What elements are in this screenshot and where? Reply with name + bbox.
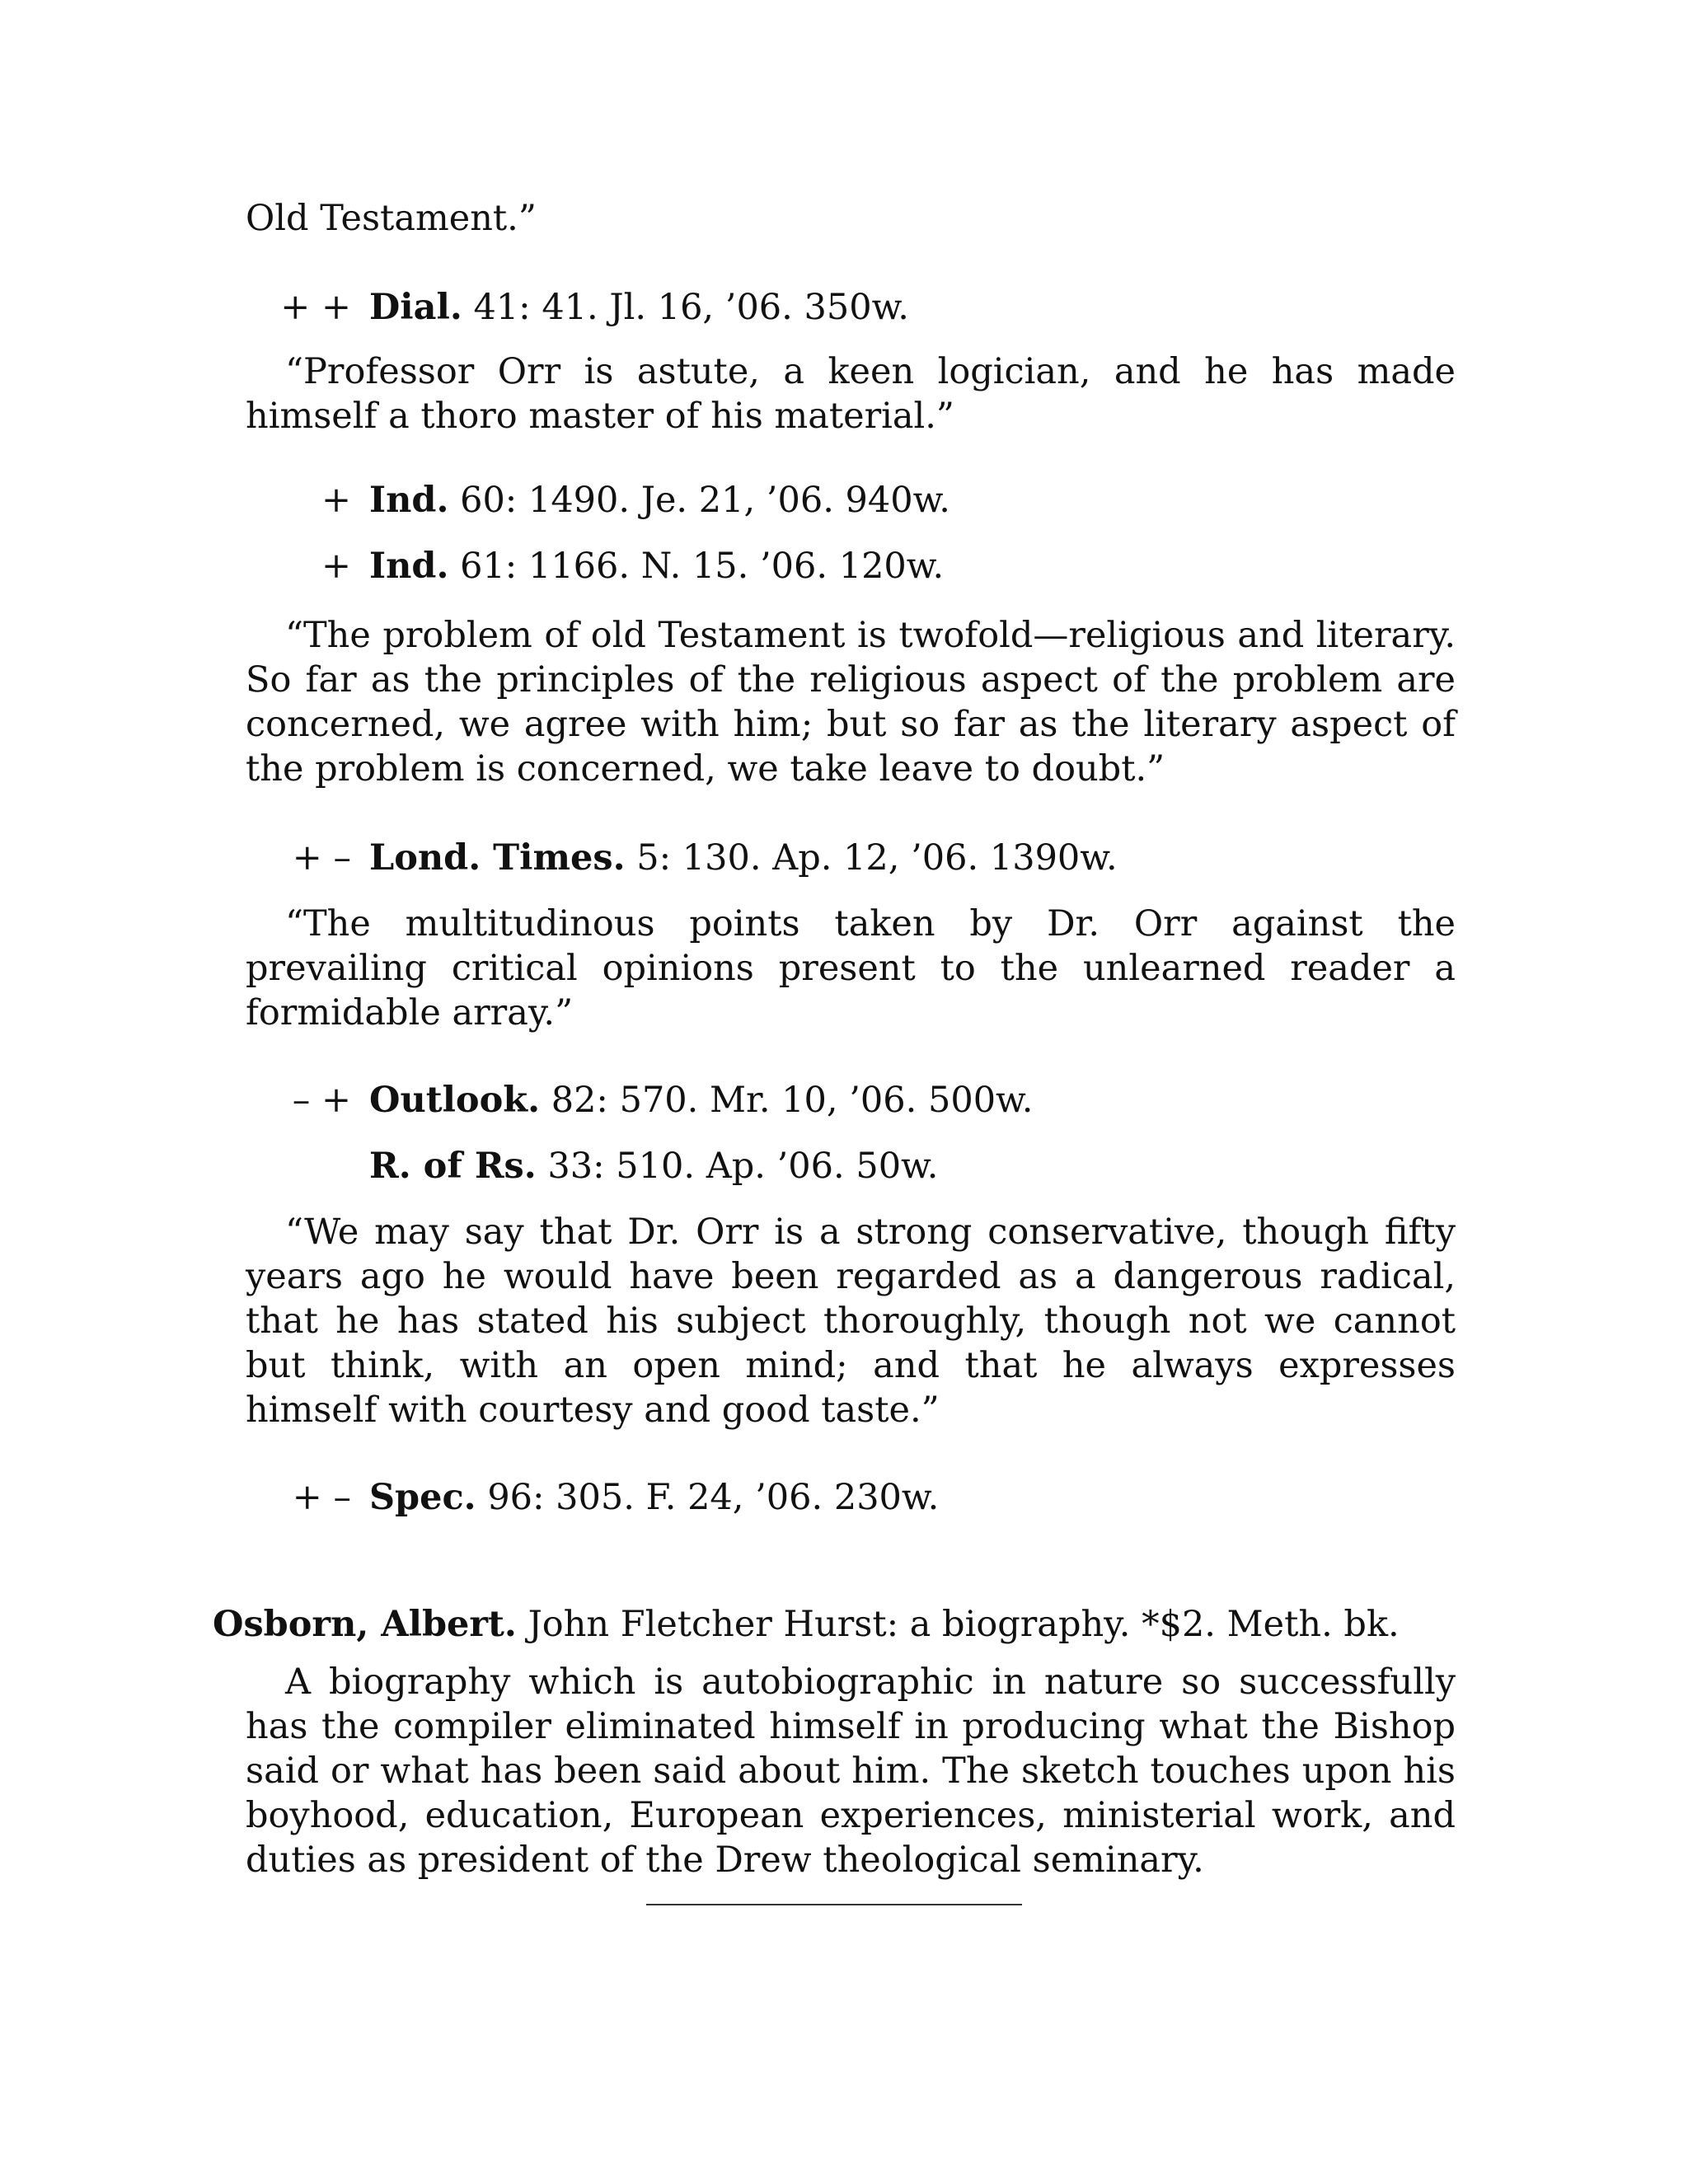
citation-marks: + — [321, 480, 351, 521]
citation-lond-times — [246, 836, 1118, 880]
citation-source: Spec. — [369, 1477, 476, 1518]
citation-ind-61 — [246, 544, 944, 588]
citation-source: Lond. Times. — [369, 837, 626, 879]
citation-source: R. of Rs. — [369, 1146, 537, 1187]
citation-ind-60 — [246, 478, 950, 523]
citation-marks: + – — [292, 837, 351, 879]
citation-r-of-rs — [246, 1144, 938, 1188]
citation-ref: 33: 510. Ap. ’06. 50w. — [547, 1146, 939, 1187]
citation-marks: + — [321, 546, 351, 587]
quote-multitudinous-points: “The multitudinous points taken by Dr. Orr against the prevailing critical opinions present to the unlearned reader a formidable array.” — [246, 903, 1456, 1033]
citation-dial — [246, 285, 909, 330]
quote-orr-logician: “Professor Orr is astute, a keen logician, and he has made himself a thoro master of his material.” — [246, 351, 1456, 437]
section-divider — [646, 1904, 1022, 1905]
citation-marks: + – — [292, 1477, 351, 1518]
citation-marks: – + — [292, 1080, 351, 1121]
quote-strong-conservative: “We may say that Dr. Orr is a strong conservative, though fifty years ago he would have been regarded as a dangerous radical, that he has stated his subject thoroughly, though not we cannot but think, with an open mind; and that he always expresses himself with courtesy and good taste.” — [246, 1212, 1456, 1431]
entry-author: Osborn, Albert. — [213, 1604, 517, 1645]
entry-description: A biography which is autobiographic in nature so successfully has the compiler eliminated himself in producing what the Bishop said or what has been said about him. The sketch touches upon his boyhood, education, European experiences, ministerial work, and duties as president of the Drew theological seminary. — [246, 1661, 1456, 1881]
entry-heading — [213, 1602, 1400, 1647]
citation-marks: + + — [280, 287, 351, 328]
citation-ref: 60: 1490. Je. 21, ’06. 940w. — [460, 480, 950, 521]
citation-source: Outlook. — [369, 1080, 541, 1121]
citation-outlook — [246, 1078, 1033, 1122]
continued-text: Old Testament.” — [246, 198, 537, 239]
citation-ref: 41: 41. Jl. 16, ’06. 350w. — [473, 287, 909, 328]
entry-title: John Fletcher Hurst: a biography. *$2. Meth. bk. — [528, 1604, 1400, 1645]
citation-source: Ind. — [369, 480, 449, 521]
quote-problem-twofold: “The problem of old Testament is twofold—religious and literary. So far as the principles of the religious aspect of the problem are concerned, we agree with him; but so far as the literary aspect of the problem is concerned, we take leave to doubt.” — [246, 615, 1456, 790]
citation-ref: 61: 1166. N. 15. ’06. 120w. — [460, 546, 945, 587]
citation-spec — [246, 1475, 939, 1520]
citation-source: Ind. — [369, 546, 449, 587]
citation-ref: 96: 305. F. 24, ’06. 230w. — [487, 1477, 940, 1518]
citation-ref: 82: 570. Mr. 10, ’06. 500w. — [551, 1080, 1034, 1121]
citation-source: Dial. — [369, 287, 462, 328]
citation-ref: 5: 130. Ap. 12, ’06. 1390w. — [636, 837, 1118, 879]
